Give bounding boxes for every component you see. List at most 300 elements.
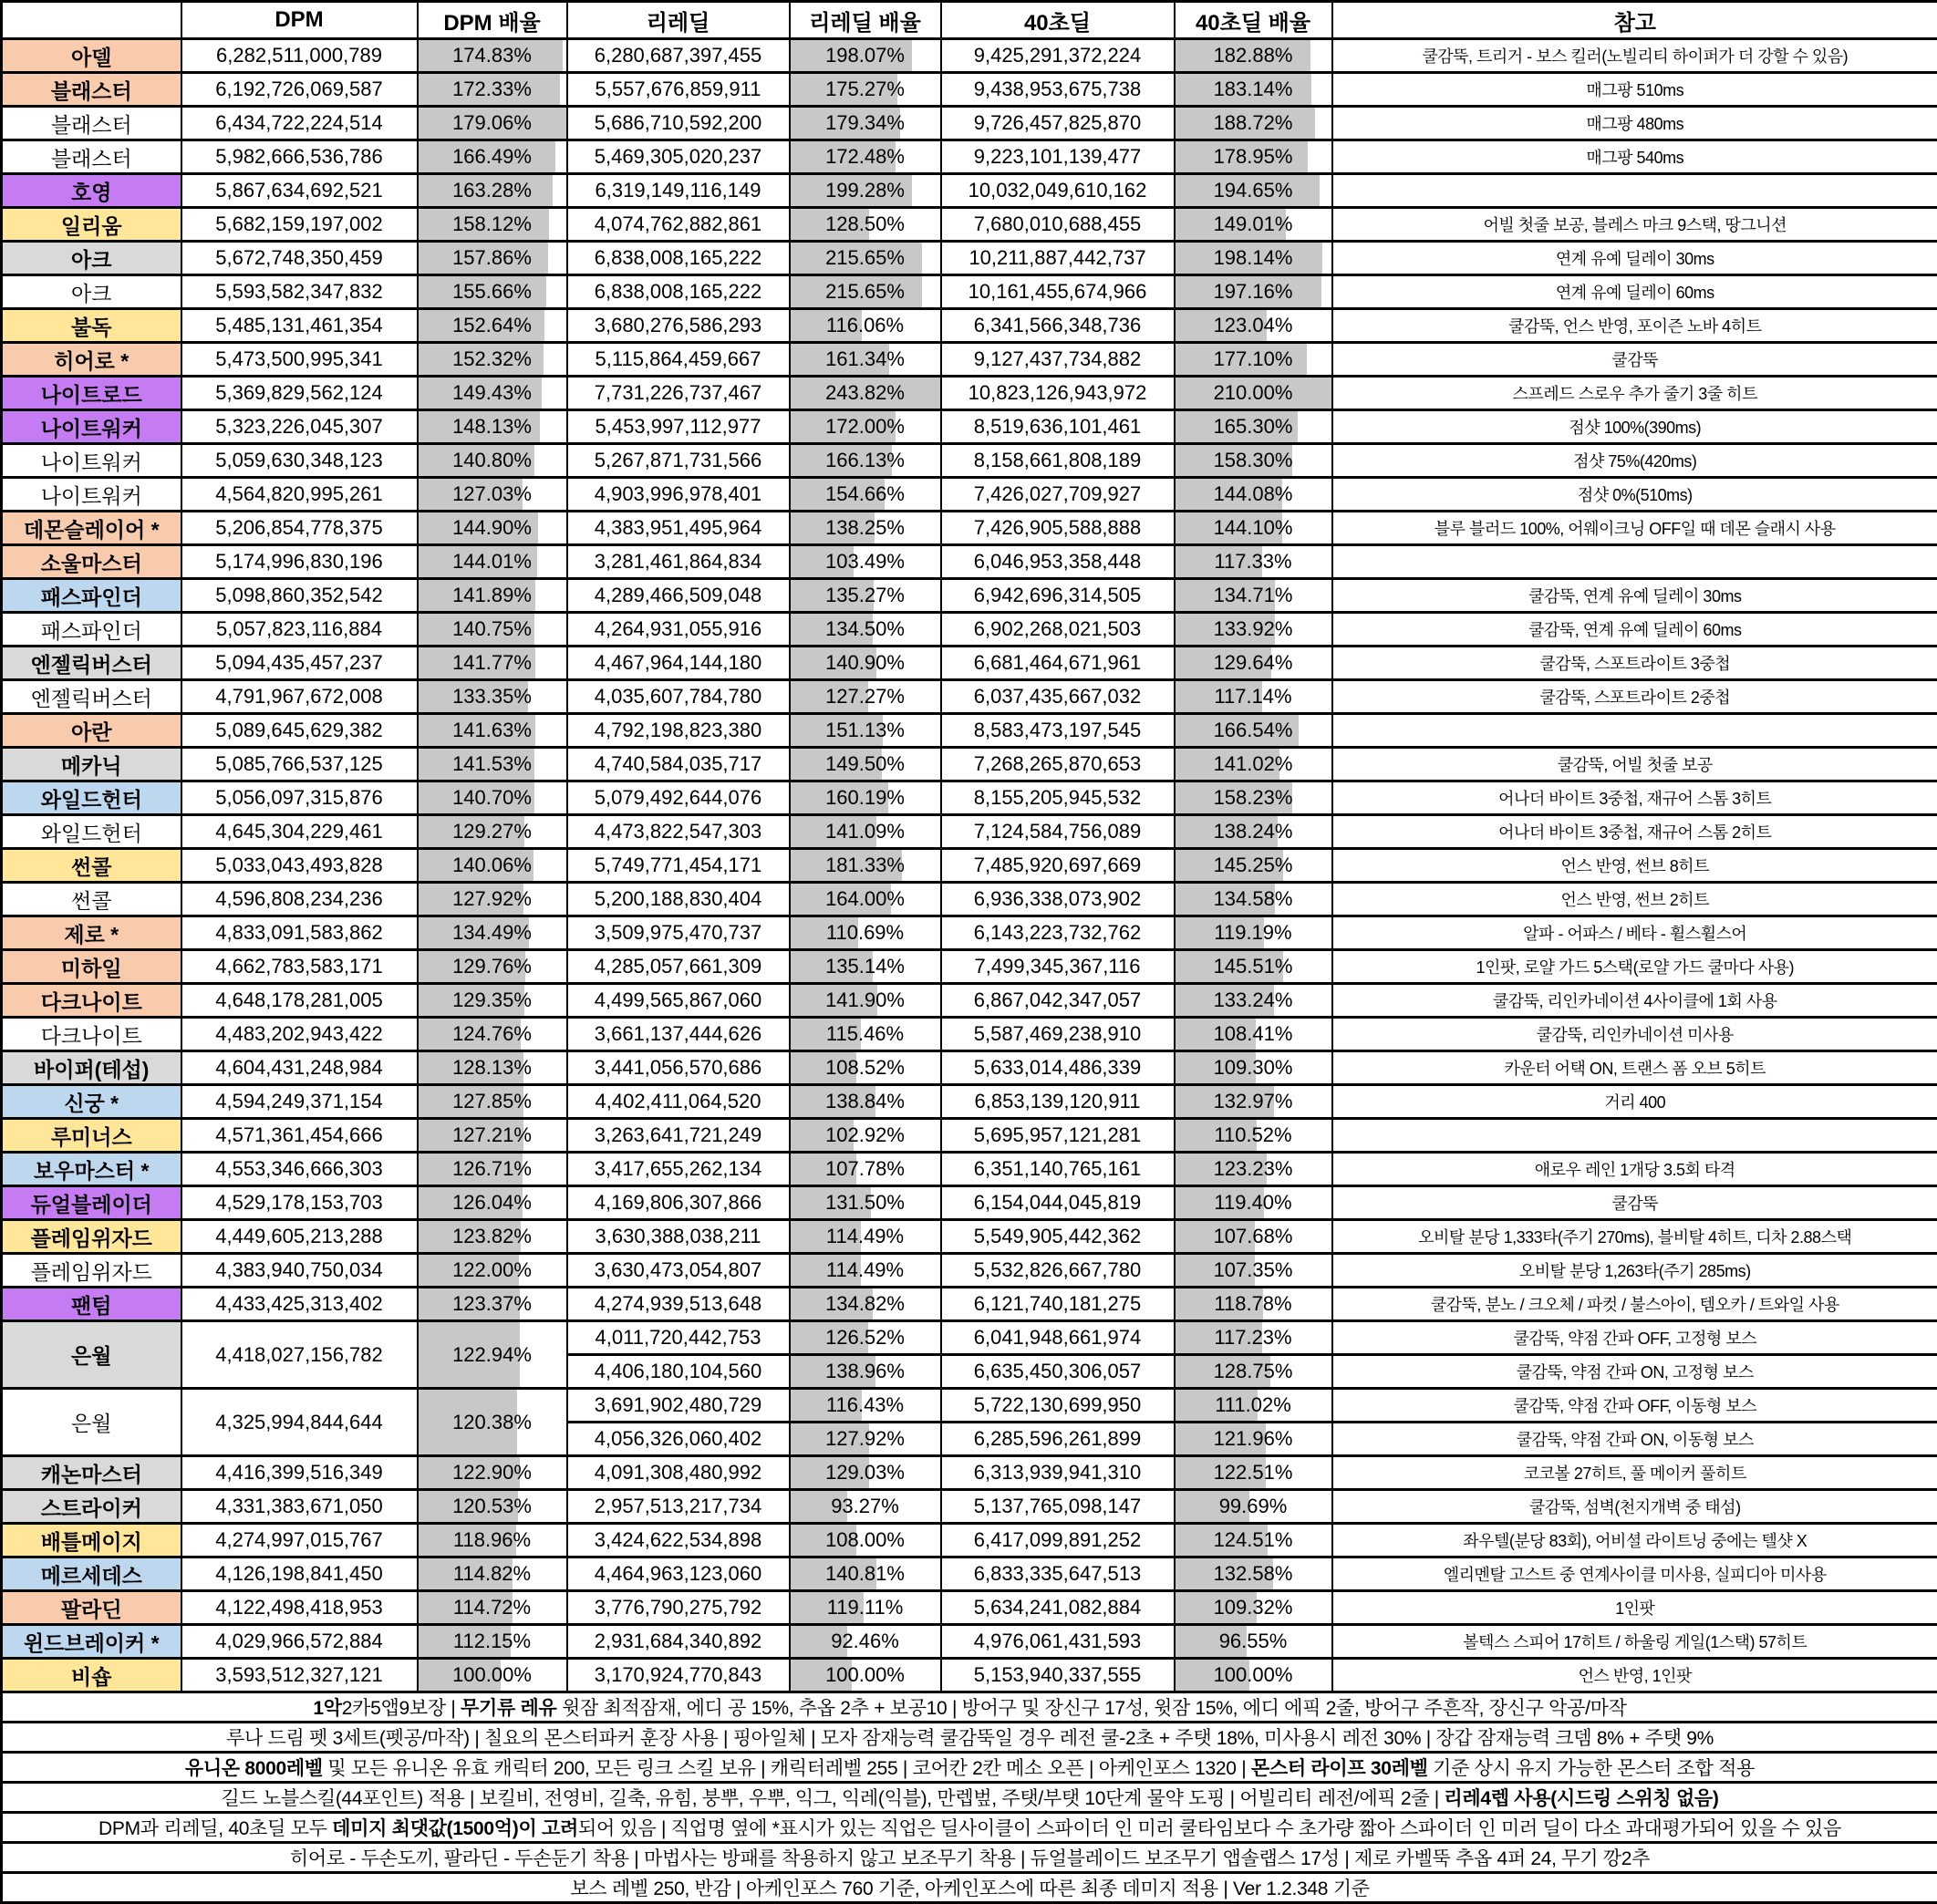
ratio-value: 158.30% — [1214, 449, 1293, 471]
dpm-ratio-cell — [418, 1389, 567, 1456]
class-name-cell: 블래스터 — [2, 73, 181, 107]
ratio-value: 160.19% — [825, 786, 905, 809]
dpm-cell: 4,274,997,015,767 — [181, 1524, 418, 1557]
rere-cell: 5,079,492,644,076 — [567, 781, 790, 815]
note-cell: 어나더 바이트 3중첩, 재규어 스톰 3히트 — [1332, 781, 1937, 815]
dpm-cell: 4,604,431,248,984 — [181, 1051, 418, 1085]
note-cell: 블루 블러드 100%, 어웨이크닝 OFF일 때 데몬 슬래시 사용 — [1332, 512, 1937, 545]
header-rere-ratio: 리레딜 배율 — [790, 2, 941, 39]
class-name-cell: 팔라딘 — [2, 1591, 181, 1625]
ratio-value: 115.46% — [826, 1022, 904, 1045]
table-row — [2, 73, 1937, 107]
ratio-value: 114.49% — [826, 1258, 904, 1281]
table-row — [2, 579, 1937, 613]
s40-ratio-cell — [1175, 444, 1332, 478]
ratio-value: 194.65% — [1214, 179, 1293, 202]
class-name-cell: 제로 * — [2, 916, 181, 950]
s40-cell: 9,438,953,675,738 — [941, 73, 1175, 107]
class-name-cell: 블래스터 — [2, 107, 181, 140]
rere-cell: 4,264,931,055,916 — [567, 613, 790, 647]
ratio-value: 148.13% — [452, 415, 532, 438]
dpm-cell: 4,529,178,153,703 — [181, 1186, 418, 1220]
rere-cell: 3,424,622,534,898 — [567, 1524, 790, 1557]
dpm-cell: 5,174,996,830,196 — [181, 545, 418, 579]
ratio-value: 198.07% — [825, 44, 905, 67]
s40-ratio-cell — [1175, 140, 1332, 174]
class-name-cell: 소울마스터 — [2, 545, 181, 579]
rere-ratio-cell — [790, 242, 941, 275]
ratio-value: 119.19% — [1214, 921, 1291, 944]
class-name-cell: 일리움 — [2, 208, 181, 242]
ratio-value: 131.50% — [825, 1191, 905, 1214]
note-cell: 쿨감뚝, 언스 반영, 포이즌 노바 4히트 — [1332, 309, 1937, 343]
ratio-value: 144.08% — [1214, 482, 1293, 505]
ratio-value: 100.00% — [825, 1663, 905, 1686]
ratio-value: 103.49% — [825, 550, 905, 573]
ratio-value: 133.24% — [1214, 988, 1293, 1011]
ratio-value: 114.72% — [453, 1596, 531, 1619]
ratio-value: 99.69% — [1219, 1495, 1288, 1517]
note-cell: 쿨감뚝, 약점 간파 OFF, 고정형 보스 — [1332, 1321, 1937, 1355]
footer-text: 2카5앱9보장 | — [342, 1698, 461, 1719]
rere-ratio-cell — [790, 174, 941, 208]
rere-ratio-cell — [790, 1524, 941, 1557]
s40-ratio-cell — [1175, 512, 1332, 545]
dpm-cell: 4,833,091,583,862 — [181, 916, 418, 950]
dpm-ratio-cell — [418, 512, 567, 545]
ratio-value: 135.14% — [825, 955, 905, 978]
rere-ratio-cell — [790, 883, 941, 916]
ratio-value: 123.23% — [1214, 1157, 1293, 1180]
rere-ratio-cell — [790, 1085, 941, 1119]
s40-cell: 5,549,905,442,362 — [941, 1220, 1175, 1254]
rere-cell: 5,115,864,459,667 — [567, 343, 790, 377]
table-row — [2, 849, 1937, 883]
rere-ratio-cell — [790, 1355, 941, 1389]
s40-cell: 7,268,265,870,653 — [941, 748, 1175, 781]
ratio-value: 138.24% — [1214, 820, 1293, 843]
class-name-cell: 나이트로드 — [2, 377, 181, 410]
rere-cell: 4,473,822,547,303 — [567, 815, 790, 849]
rere-cell: 4,074,762,882,861 — [567, 208, 790, 242]
dpm-ratio-cell — [418, 579, 567, 613]
s40-cell: 10,161,455,674,966 — [941, 275, 1175, 309]
table-row — [2, 1389, 1937, 1423]
s40-cell: 6,121,740,181,275 — [941, 1288, 1175, 1321]
dpm-ratio-cell — [418, 781, 567, 815]
s40-ratio-cell — [1175, 1321, 1332, 1355]
ratio-value: 96.55% — [1219, 1630, 1288, 1652]
s40-ratio-cell — [1175, 1018, 1332, 1051]
note-cell — [1332, 714, 1937, 748]
table-row — [2, 647, 1937, 680]
rere-ratio-cell — [790, 1591, 941, 1625]
dpm-cell: 5,593,582,347,832 — [181, 275, 418, 309]
footer-text: 1악 — [313, 1698, 341, 1719]
s40-ratio-cell — [1175, 545, 1332, 579]
dpm-ratio-cell — [418, 680, 567, 714]
dpm-cell: 4,594,249,371,154 — [181, 1085, 418, 1119]
s40-ratio-cell — [1175, 647, 1332, 680]
s40-cell: 7,485,920,697,669 — [941, 849, 1175, 883]
ratio-value: 114.82% — [453, 1562, 531, 1585]
ratio-value: 93.27% — [831, 1495, 899, 1517]
table-row — [2, 950, 1937, 984]
note-cell: 매그팡 480ms — [1332, 107, 1937, 140]
ratio-value: 134.50% — [825, 617, 905, 640]
ratio-value: 129.27% — [452, 820, 532, 843]
rere-ratio-cell — [790, 1018, 941, 1051]
class-name-cell: 호영 — [2, 174, 181, 208]
ratio-value: 118.96% — [453, 1528, 531, 1551]
s40-cell: 6,037,435,667,032 — [941, 680, 1175, 714]
class-name-cell: 스트라이커 — [2, 1490, 181, 1524]
ratio-value: 141.90% — [825, 988, 905, 1011]
class-name-cell: 엔젤릭버스터 — [2, 680, 181, 714]
class-name-cell: 은월 — [2, 1389, 181, 1456]
table-row — [2, 1591, 1937, 1625]
rere-ratio-cell — [790, 1659, 941, 1692]
rere-cell: 5,469,305,020,237 — [567, 140, 790, 174]
dpm-cell: 5,682,159,197,002 — [181, 208, 418, 242]
ratio-value: 129.35% — [452, 988, 532, 1011]
dpm-cell: 4,449,605,213,288 — [181, 1220, 418, 1254]
class-name-cell: 패스파인더 — [2, 579, 181, 613]
note-cell: 매그팡 510ms — [1332, 73, 1937, 107]
rere-ratio-cell — [790, 714, 941, 748]
ratio-value: 166.54% — [1214, 719, 1293, 741]
s40-ratio-cell — [1175, 984, 1332, 1018]
rere-ratio-cell — [790, 444, 941, 478]
s40-ratio-cell — [1175, 343, 1332, 377]
table-row — [2, 174, 1937, 208]
ratio-value: 177.10% — [1214, 347, 1293, 370]
header-40s-ratio: 40초딜 배율 — [1175, 2, 1332, 39]
ratio-value: 119.11% — [827, 1596, 904, 1619]
rere-cell: 4,464,963,123,060 — [567, 1557, 790, 1591]
ratio-value: 116.06% — [826, 314, 904, 336]
ratio-value: 215.65% — [825, 246, 905, 269]
ratio-value: 124.76% — [452, 1022, 532, 1045]
s40-ratio-cell — [1175, 1389, 1332, 1423]
header-class — [2, 2, 181, 39]
dpm-cell: 5,089,645,629,382 — [181, 714, 418, 748]
rere-cell: 4,169,806,307,866 — [567, 1186, 790, 1220]
rere-ratio-cell — [790, 950, 941, 984]
s40-ratio-cell — [1175, 950, 1332, 984]
table-row — [2, 39, 1937, 73]
rere-cell: 2,931,684,340,892 — [567, 1625, 790, 1659]
s40-cell: 9,127,437,734,882 — [941, 343, 1175, 377]
table-row — [2, 478, 1937, 512]
dpm-ratio-cell — [418, 1659, 567, 1692]
ratio-value: 124.51% — [1214, 1528, 1293, 1551]
dpm-cell: 4,122,498,418,953 — [181, 1591, 418, 1625]
class-name-cell: 와일드헌터 — [2, 781, 181, 815]
ratio-value: 127.92% — [452, 887, 532, 910]
dpm-ratio-cell — [418, 1153, 567, 1186]
table-row — [2, 1119, 1937, 1153]
table-row — [2, 1288, 1937, 1321]
ratio-value: 165.30% — [1214, 415, 1293, 438]
rere-cell: 6,838,008,165,222 — [567, 242, 790, 275]
class-name-cell: 메르세데스 — [2, 1557, 181, 1591]
ratio-value: 151.13% — [825, 719, 905, 741]
ratio-value: 141.89% — [452, 584, 532, 606]
note-cell: 애로우 레인 1개당 3.5회 타격 — [1332, 1153, 1937, 1186]
rere-cell: 3,509,975,470,737 — [567, 916, 790, 950]
dpm-cell: 4,662,783,583,171 — [181, 950, 418, 984]
s40-ratio-cell — [1175, 916, 1332, 950]
rere-cell: 4,499,565,867,060 — [567, 984, 790, 1018]
s40-cell: 6,351,140,765,161 — [941, 1153, 1175, 1186]
rere-ratio-cell — [790, 1288, 941, 1321]
ratio-value: 123.37% — [452, 1292, 532, 1315]
table-row — [2, 1321, 1937, 1355]
note-cell — [1332, 545, 1937, 579]
dpm-cell: 5,369,829,562,124 — [181, 377, 418, 410]
ratio-value: 172.33% — [452, 78, 532, 100]
ratio-value: 108.52% — [825, 1056, 905, 1079]
dpm-ratio-cell — [418, 1186, 567, 1220]
rere-ratio-cell — [790, 680, 941, 714]
s40-cell: 10,032,049,610,162 — [941, 174, 1175, 208]
class-name-cell: 와일드헌터 — [2, 815, 181, 849]
footer-text: 보스 레벨 250, 반감 | 아케인포스 760 기준, 아케인포스에 따른 최종 데미지 적용 | Ver 1.2.348 기준 — [570, 1878, 1369, 1899]
dpm-cell: 4,029,966,572,884 — [181, 1625, 418, 1659]
ratio-value: 140.70% — [452, 786, 532, 809]
ratio-value: 129.64% — [1214, 651, 1293, 674]
s40-cell: 6,143,223,732,762 — [941, 916, 1175, 950]
note-cell: 어빌 첫줄 보공, 블레스 마크 9스택, 땅그니션 — [1332, 208, 1937, 242]
dpm-ratio-cell — [418, 545, 567, 579]
ratio-value: 181.33% — [825, 854, 905, 876]
class-name-cell: 팬텀 — [2, 1288, 181, 1321]
s40-cell: 6,942,696,314,505 — [941, 579, 1175, 613]
dpm-cell: 4,645,304,229,461 — [181, 815, 418, 849]
ratio-value: 161.34% — [825, 347, 905, 370]
footer-text: 유니온 8000레벨 — [185, 1758, 323, 1779]
dpm-ratio-cell — [418, 1119, 567, 1153]
note-cell: 언스 반영, 썬브 2히트 — [1332, 883, 1937, 916]
s40-ratio-cell — [1175, 1186, 1332, 1220]
ratio-value: 123.82% — [452, 1225, 532, 1247]
rere-cell: 3,281,461,864,834 — [567, 545, 790, 579]
dpm-cell: 6,192,726,069,587 — [181, 73, 418, 107]
dpm-cell: 4,648,178,281,005 — [181, 984, 418, 1018]
footer-text: 히어로 - 두손도끼, 팔라딘 - 두손둔기 착용 | 마법사는 방패를 착용하지 않고 보조무기 착용 | 듀얼블레이드 보조무기 앱솔랩스 17성 | 제로 카벨뚝 추옵 4퍼 24, 무기 깡2추 — [290, 1848, 1650, 1869]
table-row — [2, 444, 1937, 478]
dpm-cell: 5,982,666,536,786 — [181, 140, 418, 174]
table-row — [2, 1659, 1937, 1692]
note-cell: 연계 유예 딜레이 30ms — [1332, 242, 1937, 275]
s40-ratio-cell — [1175, 1423, 1332, 1456]
class-name-cell: 나이트워커 — [2, 478, 181, 512]
rere-ratio-cell — [790, 613, 941, 647]
ratio-value: 157.86% — [452, 246, 532, 269]
class-name-cell: 배틀메이지 — [2, 1524, 181, 1557]
note-cell: 쿨감뚝, 분노 / 크오체 / 파컷 / 불스아이, 템오카 / 트와일 사용 — [1332, 1288, 1937, 1321]
ratio-value: 122.94% — [452, 1343, 532, 1366]
table-row — [2, 545, 1937, 579]
s40-ratio-cell — [1175, 781, 1332, 815]
rere-ratio-cell — [790, 1051, 941, 1085]
s40-cell: 5,633,014,486,339 — [941, 1051, 1175, 1085]
rere-ratio-cell — [790, 208, 941, 242]
dpm-cell: 4,483,202,943,422 — [181, 1018, 418, 1051]
rere-ratio-cell — [790, 410, 941, 444]
ratio-value: 140.80% — [452, 449, 532, 471]
dpm-ratio-cell — [418, 242, 567, 275]
ratio-value: 140.75% — [452, 617, 532, 640]
s40-cell: 10,211,887,442,737 — [941, 242, 1175, 275]
rere-cell: 3,691,902,480,729 — [567, 1389, 790, 1423]
ratio-value: 129.03% — [825, 1461, 905, 1484]
class-name-cell: 썬콜 — [2, 849, 181, 883]
dpm-ratio-cell — [418, 343, 567, 377]
dpm-cell: 5,085,766,537,125 — [181, 748, 418, 781]
ratio-value: 107.35% — [1214, 1258, 1293, 1281]
ratio-value: 126.52% — [825, 1326, 905, 1349]
ratio-value: 178.95% — [1214, 145, 1293, 168]
dpm-ratio-cell — [418, 174, 567, 208]
dpm-cell: 5,473,500,995,341 — [181, 343, 418, 377]
footer-note-cell — [2, 1753, 1937, 1783]
dpm-cell: 5,057,823,116,884 — [181, 613, 418, 647]
rere-ratio-cell — [790, 1625, 941, 1659]
s40-cell: 6,833,335,647,513 — [941, 1557, 1175, 1591]
ratio-value: 215.65% — [825, 280, 905, 303]
class-name-cell: 다크나이트 — [2, 984, 181, 1018]
footer-note-cell — [2, 1873, 1937, 1903]
dpm-ratio-cell — [418, 815, 567, 849]
ratio-value: 127.27% — [825, 685, 905, 708]
rere-ratio-cell — [790, 1456, 941, 1490]
s40-cell: 6,417,099,891,252 — [941, 1524, 1175, 1557]
ratio-value: 126.71% — [452, 1157, 532, 1180]
rere-cell: 4,467,964,144,180 — [567, 647, 790, 680]
s40-ratio-cell — [1175, 815, 1332, 849]
ratio-value: 114.49% — [826, 1225, 904, 1247]
s40-ratio-cell — [1175, 1591, 1332, 1625]
s40-ratio-cell — [1175, 242, 1332, 275]
note-cell: 언스 반영, 썬브 8히트 — [1332, 849, 1937, 883]
ratio-value: 197.16% — [1214, 280, 1293, 303]
ratio-value: 141.53% — [452, 752, 532, 775]
ratio-value: 199.28% — [825, 179, 905, 202]
dpm-ratio-cell — [418, 39, 567, 73]
header-note: 참고 — [1332, 2, 1937, 39]
header-dpm: DPM — [181, 2, 418, 39]
note-cell: 스프레드 스로우 추가 줄기 3줄 히트 — [1332, 377, 1937, 410]
note-cell: 쿨감뚝 — [1332, 343, 1937, 377]
ratio-value: 120.53% — [452, 1495, 532, 1517]
ratio-value: 102.92% — [825, 1123, 905, 1146]
table-row — [2, 1254, 1937, 1288]
note-cell: 쿨감뚝, 연계 유예 딜레이 60ms — [1332, 613, 1937, 647]
class-name-cell: 나이트워커 — [2, 444, 181, 478]
s40-cell: 6,902,268,021,503 — [941, 613, 1175, 647]
rere-ratio-cell — [790, 1423, 941, 1456]
ratio-value: 155.66% — [452, 280, 532, 303]
dpm-cell: 4,325,994,844,644 — [181, 1389, 418, 1456]
dpm-ratio-cell — [418, 1051, 567, 1085]
class-name-cell: 캐논마스터 — [2, 1456, 181, 1490]
s40-cell: 10,823,126,943,972 — [941, 377, 1175, 410]
header-row — [2, 2, 1937, 39]
s40-cell: 6,635,450,306,057 — [941, 1355, 1175, 1389]
rere-ratio-cell — [790, 1557, 941, 1591]
footer-text: 기준 상시 유지 가능한 몬스터 조합 적용 — [1428, 1758, 1756, 1779]
dpm-ratio-cell — [418, 208, 567, 242]
ratio-value: 127.85% — [452, 1090, 532, 1112]
table-row — [2, 309, 1937, 343]
table-row — [2, 1018, 1937, 1051]
class-name-cell: 썬콜 — [2, 883, 181, 916]
dpm-ratio-cell — [418, 1254, 567, 1288]
ratio-value: 158.12% — [452, 212, 532, 235]
ratio-value: 140.06% — [452, 854, 532, 876]
s40-cell: 6,936,338,073,902 — [941, 883, 1175, 916]
footer-row — [2, 1873, 1937, 1903]
ratio-value: 118.78% — [1214, 1292, 1291, 1315]
ratio-value: 133.92% — [1214, 617, 1293, 640]
footer-row — [2, 1723, 1937, 1753]
dpm-ratio-cell — [418, 950, 567, 984]
note-cell: 오비탈 분당 1,263타(주기 285ms) — [1332, 1254, 1937, 1288]
s40-ratio-cell — [1175, 478, 1332, 512]
ratio-value: 188.72% — [1214, 111, 1293, 134]
note-cell: 언스 반영, 1인팟 — [1332, 1659, 1937, 1692]
dpm-ratio-cell — [418, 1018, 567, 1051]
rere-cell: 4,740,584,035,717 — [567, 748, 790, 781]
dpm-ratio-cell — [418, 647, 567, 680]
rere-cell: 3,170,924,770,843 — [567, 1659, 790, 1692]
ratio-value: 138.96% — [825, 1360, 905, 1382]
rere-cell: 4,285,057,661,309 — [567, 950, 790, 984]
dpm-ratio-cell — [418, 377, 567, 410]
ratio-value: 100.00% — [452, 1663, 532, 1686]
class-name-cell: 다크나이트 — [2, 1018, 181, 1051]
rere-cell: 3,776,790,275,792 — [567, 1591, 790, 1625]
table-row — [2, 140, 1937, 174]
dpm-ratio-cell — [418, 275, 567, 309]
class-name-cell: 나이트워커 — [2, 410, 181, 444]
ratio-value: 132.97% — [1214, 1090, 1293, 1112]
class-name-cell: 은월 — [2, 1321, 181, 1389]
rere-cell: 5,267,871,731,566 — [567, 444, 790, 478]
ratio-value: 166.49% — [452, 145, 532, 168]
s40-ratio-cell — [1175, 680, 1332, 714]
dpm-cell: 4,126,198,841,450 — [181, 1557, 418, 1591]
footer-note-cell — [2, 1723, 1937, 1753]
note-cell: 점샷 0%(510ms) — [1332, 478, 1937, 512]
rere-ratio-cell — [790, 1153, 941, 1186]
class-name-cell: 아란 — [2, 714, 181, 748]
dpm-table-header — [2, 2, 1937, 39]
note-cell: 쿨감뚝, 약점 간파 ON, 고정형 보스 — [1332, 1355, 1937, 1389]
s40-cell: 8,155,205,945,532 — [941, 781, 1175, 815]
s40-ratio-cell — [1175, 377, 1332, 410]
class-name-cell: 데몬슬레이어 * — [2, 512, 181, 545]
dpm-ratio-cell — [418, 849, 567, 883]
rere-ratio-cell — [790, 73, 941, 107]
ratio-value: 138.25% — [825, 516, 905, 539]
dpm-cell: 5,059,630,348,123 — [181, 444, 418, 478]
dpm-ratio-cell — [418, 1490, 567, 1524]
ratio-value: 111.02% — [1215, 1393, 1291, 1416]
rere-ratio-cell — [790, 275, 941, 309]
